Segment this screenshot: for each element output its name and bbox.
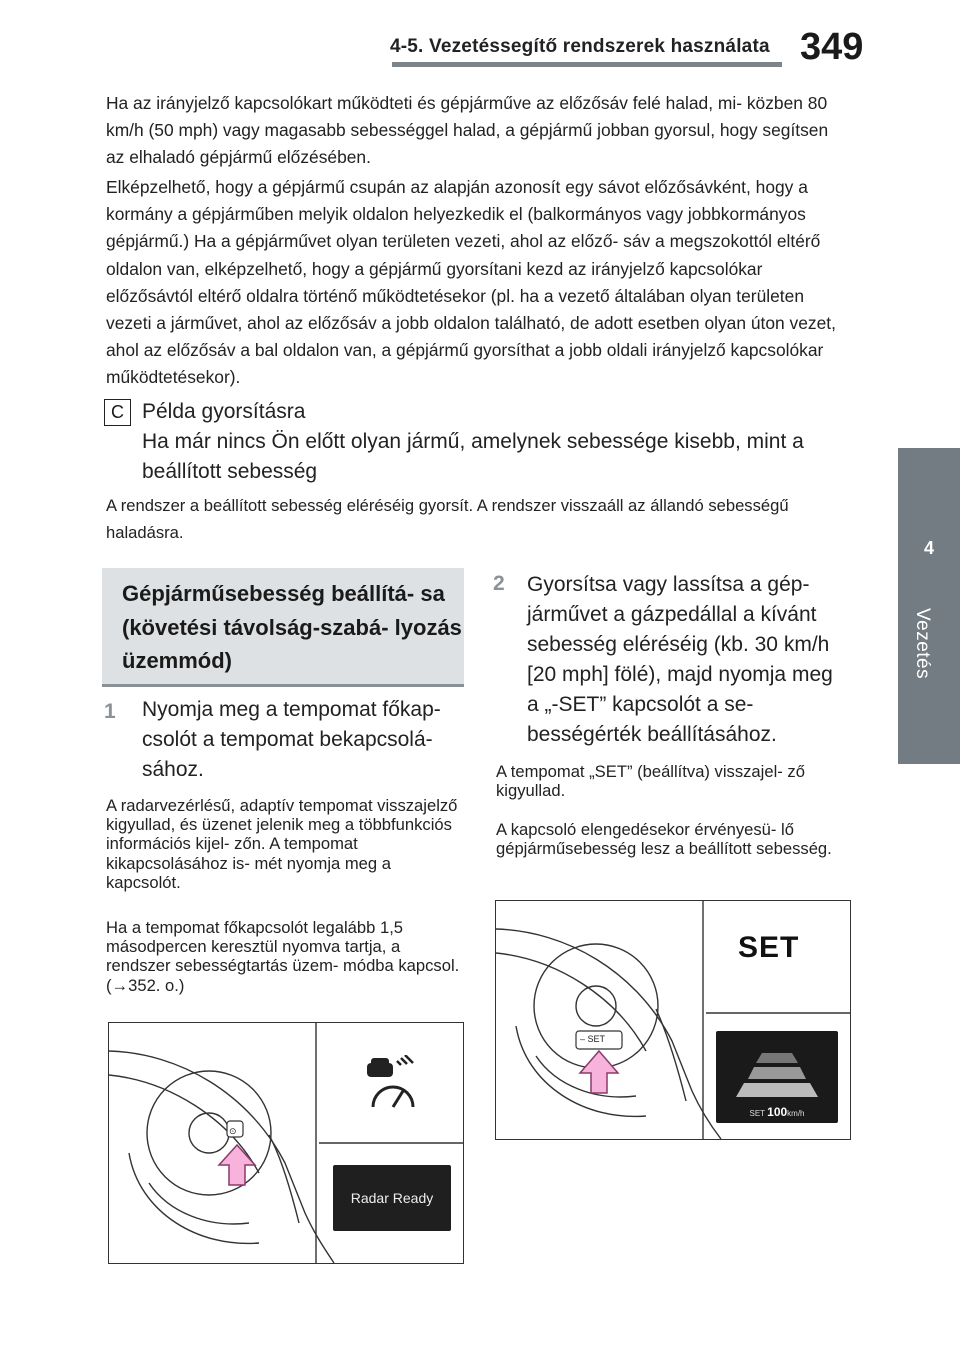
set-speed-prefix: SET [749, 1109, 765, 1118]
chapter-tab-label: Vezetés [912, 608, 933, 680]
paragraph-lane-note: Elképzelhető, hogy a gépjármű csupán az alapján azonosít egy sávot előzősávként, hogy a kormány a gépjárműben melyik oldalon helyezkedik el (balkormányos vagy jobbkormányos gépjármű.) Ha a gépjárművet olyan területen vezeti, ahol az előző- sáv a megszokottól eltérő oldalon van, elképzelhető, hogy a gépjármű gyorsítani kezd az irányjelző kapcsolókar előzősávtól eltérő oldalra történő működtetésekor (pl. ha a vezető általában olyan területen vezeti a járművet, ahol az előzősáv a jobb oldalon található, de adott esetben olyan úton vezet, ahol az előzősáv a bal oldalon van, a gépjármű gyorsíthat a jobb oldali irányjelző kapcsolókar működtetésekor). [106, 177, 836, 388]
section-header: 4-5. Vezetéssegítő rendszerek használata [390, 36, 770, 57]
set-speed-readout [716, 1105, 838, 1119]
header-rule [392, 62, 782, 67]
illustration-set [495, 900, 851, 1140]
example-title-line1: Példa gyorsításra [142, 400, 306, 423]
step-2-number: 2 [493, 572, 505, 595]
set-speed-value: 100 [767, 1105, 788, 1119]
illustration-radar-ready [108, 1022, 464, 1264]
step-1-note-2: Ha a tempomat főkapcsolót legalább 1,5 másodpercen keresztül nyomva tartja, a rendszer sebességtartás üzem- módba kapcsol. (→352. o.) [106, 918, 460, 995]
chapter-tab[interactable] [898, 448, 960, 764]
step-2-note-1: A tempomat „SET” (beállítva) visszajel- ző kigyullad. [496, 762, 805, 801]
step-1-note-1: A radarvezérlésű, adaptív tempomat visszajelző kigyullad, és üzenet jelenik meg a többfunkciós információs kijel- zőn. A tempomat kikapcsolásához is- mét nyomja meg a kapcsolót. [106, 796, 458, 892]
paragraph-overtake: Ha az irányjelző kapcsolókart működteti és gépjárműve az előzősáv felé halad, mi- közben 80 km/h (50 mph) vagy magasabb sebességgel halad, a gépjármű jobban gyorsul, hogy segítsen az elhaladó gépjármű előzésében. [106, 93, 829, 168]
step-1-number: 1 [104, 700, 116, 723]
radar-cruise-icon [363, 1055, 423, 1115]
set-speed-display [716, 1031, 838, 1123]
radar-ready-display: Radar Ready [333, 1165, 451, 1231]
example-marker: C [104, 399, 131, 426]
example-title [142, 397, 852, 487]
set-indicator: SET [738, 931, 800, 964]
step-2-text: Gyorsítsa vagy lassítsa a gép- járművet a gázpedállal a kívánt sebesség eléréséig (kb. 30 km/h [20 mph] fölé), majd nyomja meg a „-SET” kapcsolót a se- bességérték beállításához. [527, 573, 833, 746]
section-heading: Gépjárműsebesség beállítá- sa (követési távolság-szabá- lyozás üzemmód) [122, 581, 462, 673]
example-body: A rendszer a beállított sebesség eléréséig gyorsít. A rendszer visszaáll az állandó sebességű haladásra. [106, 496, 789, 542]
chapter-tab-number: 4 [923, 538, 934, 558]
set-speed-unit: km/h [787, 1109, 805, 1118]
example-title-line2: Ha már nincs Ön előtt olyan jármű, amelynek sebessége kisebb, mint a beállított sebesség [142, 430, 804, 483]
page-number: 349 [800, 26, 864, 68]
svg-text:⊙: ⊙ [229, 1127, 237, 1137]
set-button-label: – SET [580, 1034, 606, 1044]
step-2-note-2: A kapcsoló elengedésekor érvényesü- lő gépjárműsebesség lesz a beállított sebesség. [496, 820, 832, 859]
step-1-text: Nyomja meg a tempomat főkap- csolót a tempomat bekapcsolá- sához. [142, 698, 441, 781]
